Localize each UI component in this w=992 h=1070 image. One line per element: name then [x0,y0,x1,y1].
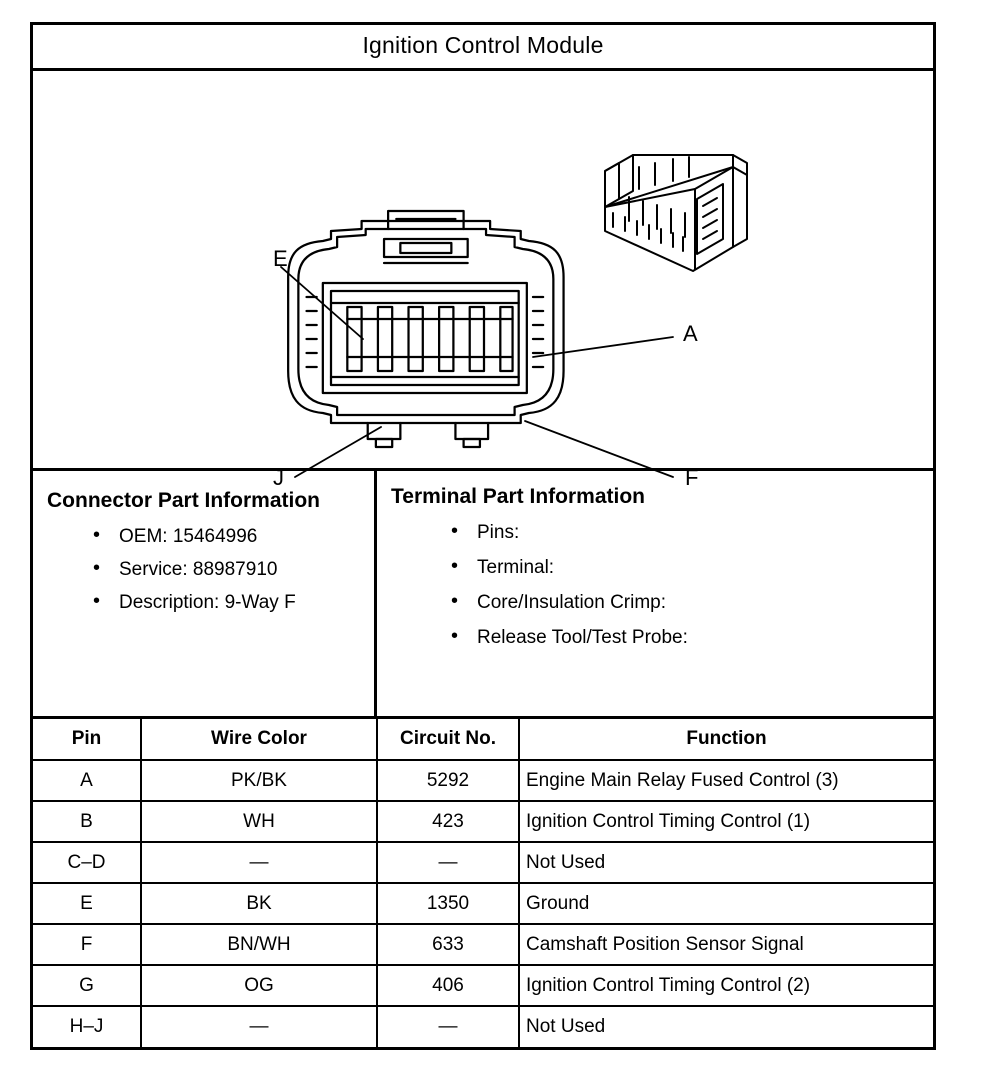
table-row [33,883,933,924]
page-title: Ignition Control Module [33,25,933,71]
cell-function: Not Used [519,842,933,883]
table-row [33,1006,933,1047]
connector-drawing [33,71,933,471]
cell-pin: G [33,965,141,1006]
cell-function: Ground [519,883,933,924]
callout-label-a: A [683,321,698,346]
table-row [33,924,933,965]
cell-wire: BN/WH [141,924,377,965]
cell-pin: H–J [33,1006,141,1047]
terminal-part-information-list [391,523,919,663]
list-item: • Service: 88987910 [93,560,360,593]
cell-function: Engine Main Relay Fused Control (3) [519,760,933,801]
cell-pin: F [33,924,141,965]
connector-figure [33,71,933,490]
part-information-row [33,471,933,719]
connector-part-information-panel [33,471,377,716]
cell-circuit: — [377,842,519,883]
callout-label-j: J [273,465,284,490]
table-row [33,965,933,1006]
connector-spec-sheet [30,22,936,1050]
cell-wire: — [141,842,377,883]
column-header-circuit: Circuit No. [377,719,519,760]
cell-function: Camshaft Position Sensor Signal [519,924,933,965]
cell-circuit: 5292 [377,760,519,801]
pin-table [33,719,933,1047]
terminal-part-information-heading: Terminal Part Information [391,485,645,508]
cell-wire: — [141,1006,377,1047]
list-item: • Pins: [451,523,919,558]
cell-pin: E [33,883,141,924]
callout-label-f: F [685,465,699,490]
cell-function: Ignition Control Timing Control (2) [519,965,933,1006]
cell-wire: WH [141,801,377,842]
table-header-row [33,719,933,760]
cell-wire: PK/BK [141,760,377,801]
cell-function: Ignition Control Timing Control (1) [519,801,933,842]
cell-circuit: — [377,1006,519,1047]
list-item: • Core/Insulation Crimp: [451,593,919,628]
connector-part-information-heading: Connector Part Information [47,489,321,512]
terminal-part-information-panel [377,471,933,716]
list-item: • Description: 9-Way F [93,593,360,626]
cell-circuit: 423 [377,801,519,842]
column-header-pin: Pin [33,719,141,760]
cell-circuit: 633 [377,924,519,965]
cell-circuit: 406 [377,965,519,1006]
cell-pin: A [33,760,141,801]
connector-part-information-list [47,527,360,626]
list-item: • OEM: 15464996 [93,527,360,560]
column-header-function: Function [686,728,767,749]
table-row [33,760,933,801]
list-item: • Release Tool/Test Probe: [451,628,919,663]
table-row [33,842,933,883]
cell-wire: BK [141,883,377,924]
cell-pin: C–D [33,842,141,883]
cell-wire: OG [141,965,377,1006]
cell-circuit: 1350 [377,883,519,924]
callout-label-e: E [273,246,288,271]
column-header-wire: Wire Color [141,719,377,760]
cell-function: Not Used [519,1006,933,1047]
table-row [33,801,933,842]
cell-pin: B [33,801,141,842]
list-item: • Terminal: [451,558,919,593]
